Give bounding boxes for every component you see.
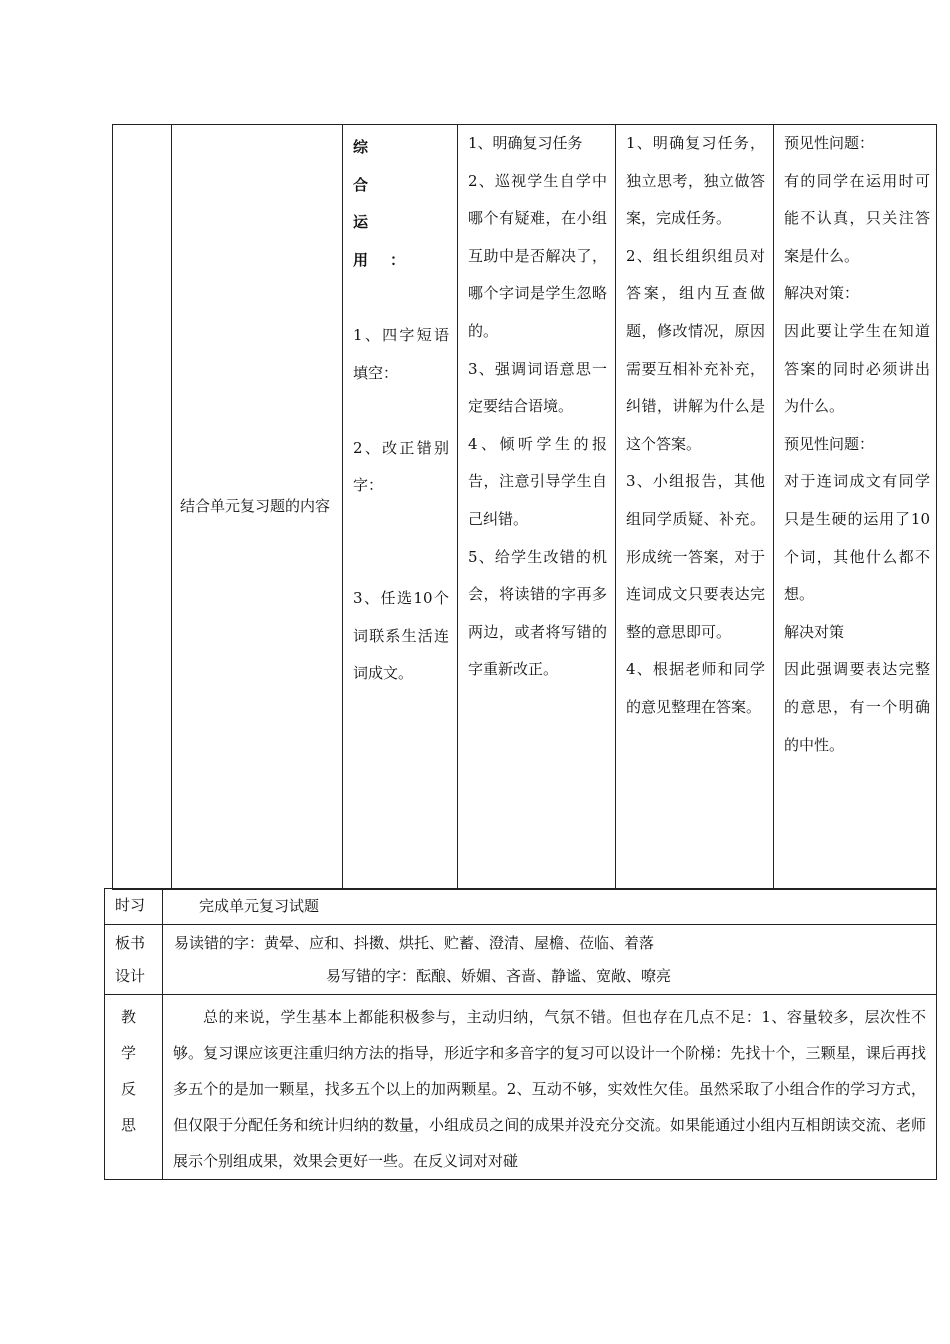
teacher-item: 3、强调词语意思一定要结合语境。 <box>468 359 607 416</box>
reflection-label-char: 学 <box>121 1044 137 1062</box>
teacher-item: 5、给学生改错的机会，将读错的字再多两边，或者将写错的字重新改正。 <box>468 547 607 679</box>
reflection-label-char: 反 <box>121 1080 137 1098</box>
content-cell <box>172 125 343 890</box>
issue-line: 解决对策 <box>784 622 845 641</box>
issue-line: 因此强调要表达完整的意思，有一个明确的中性。 <box>784 660 930 754</box>
reflection-text: 总的来说，学生基本上都能积极参与，主动归纳，气氛不错。但也存在几点不足：1、容量较多，层次性不够。复习课应该更注重归纳方法的指导，形近字和多音字的复习可以设计一个阶梯：先找十个，三颗星，课后再找多五个的是加一颗星，找多五个以上的加两颗星。2、互动不够，实效性欠佳。虽然采取了小组合作的学习方式，但仅限于分配任务和统计归纳的数量，小组成员之间的成果并没充分交流。如果能通过小组内互相朗读交流、老师展示个别组成果，效果会更好一些。在反义词对对碰 <box>173 1008 926 1170</box>
practice-row <box>105 889 937 925</box>
board-design-value <box>163 925 937 995</box>
issue-line: 预见性问题： <box>784 434 875 453</box>
stage-cell <box>113 125 172 890</box>
issue-line: 因此要让学生在知道答案的同时必须讲出为什么。 <box>784 321 930 416</box>
activity-item-3: 3、任选10个词联系生活连词成文。 <box>353 589 449 683</box>
teacher-item: 1、明确复习任务 <box>468 134 583 152</box>
student-item: 1、明确复习任务，独立思考，独立做答案，完成任务。 <box>626 134 765 228</box>
teacher-item: 2、巡视学生自学中哪个有疑难，在小组互助中是否解决了，哪个字词是学生忽略的。 <box>468 171 607 340</box>
miswritten-words: 易写错的字：酝酿、娇媚、吝啬、静谧、宽敞、嘹亮 <box>326 967 672 985</box>
activity-heading: 综 合 运 用： <box>353 138 428 269</box>
student-item: 2、组长组织组员对答案，组内互查做题，修改情况，原因需要互相补充补充，纠错，讲解为什么是这个答案。 <box>626 246 765 453</box>
anticipated-issues-cell <box>774 125 937 890</box>
board-design-label <box>105 925 163 995</box>
upper-table-row <box>113 125 937 890</box>
reflection-label-char: 思 <box>121 1116 137 1134</box>
board-design-label-line: 设计 <box>115 967 146 985</box>
teacher-activity-cell <box>458 125 616 890</box>
content-text: 结合单元复习题的内容 <box>180 497 331 516</box>
board-design-label-line: 板书 <box>115 934 146 952</box>
student-activity-cell <box>616 125 774 890</box>
reflection-label-char: 教 <box>121 1008 137 1026</box>
teacher-item: 4、倾听学生的报告，注意引导学生自己纠错。 <box>468 434 607 528</box>
issue-line: 有的同学在运用时可能不认真，只关注答案是什么。 <box>784 171 930 265</box>
board-design-row <box>105 925 937 995</box>
issue-line: 对于连词成文有同学只是生硬的运用了10个词，其他什么都不想。 <box>784 472 930 604</box>
activity-item-1: 1、四字短语填空： <box>353 325 449 382</box>
student-item: 4、根据老师和同学的意见整理在答案。 <box>626 660 765 716</box>
reflection-row <box>105 995 937 1180</box>
issue-line: 预见性问题： <box>784 134 875 152</box>
issue-line: 解决对策： <box>784 284 860 303</box>
lower-summary-table <box>104 888 937 1180</box>
practice-label: 时习 <box>105 889 163 925</box>
reflection-label <box>105 995 163 1180</box>
upper-lesson-table <box>112 124 937 890</box>
misread-words: 易读错的字：黄晕、应和、抖擞、烘托、贮蓄、澄清、屋檐、莅临、着落 <box>174 934 655 952</box>
activity-cell <box>343 125 458 890</box>
activity-item-2: 2、改正错别字： <box>353 438 449 495</box>
reflection-value <box>163 995 937 1180</box>
practice-value: 完成单元复习试题 <box>163 889 937 925</box>
student-item: 3、小组报告，其他组同学质疑、补充。形成统一答案，对于连词成文只要表达完整的意思即可。 <box>626 472 765 641</box>
